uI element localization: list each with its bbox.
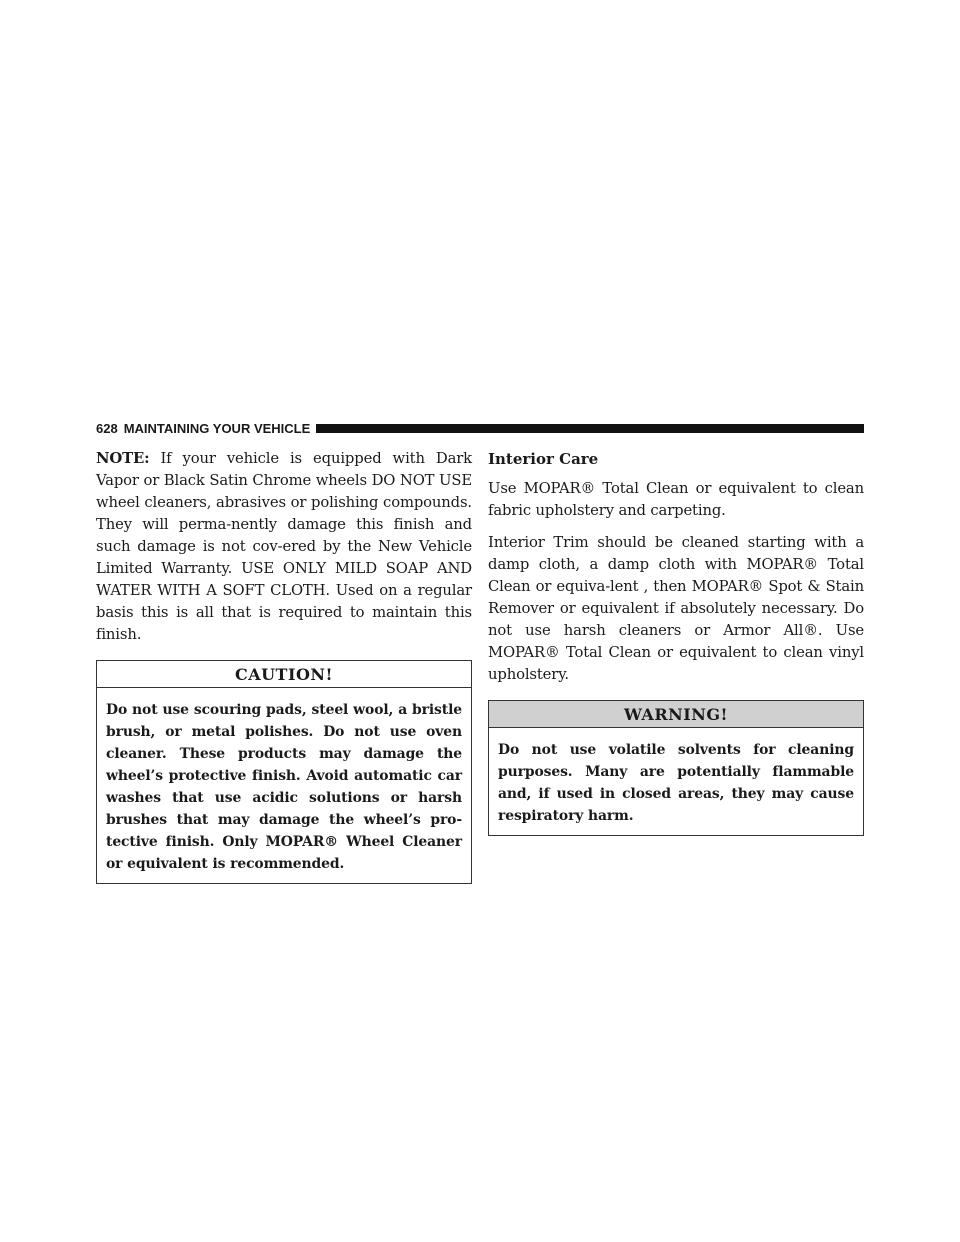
- note-paragraph: [96, 448, 472, 646]
- left-column: [96, 448, 472, 884]
- warning-text: Do not use volatile solvents for cleaning purposes. Many are potentially flammable and, if used in closed areas, they may cause respiratory harm.: [498, 742, 854, 824]
- page-header: [96, 418, 864, 438]
- right-column: [488, 448, 864, 836]
- caution-title: CAUTION!: [97, 661, 471, 688]
- interior-care-heading: Interior Care: [488, 450, 599, 468]
- note-text: If your vehicle is equipped with Dark Vapor or Black Satin Chrome wheels DO NOT USE wheel cleaners, abrasives or polishing compounds. They will perma-nently damage this finish and such damage is not cov-ered by the New Vehicle Limited Warranty. USE ONLY MILD SOAP AND WATER WITH A SOFT CLOTH. Used on a regular basis this is all that is required to maintain this finish.: [96, 450, 472, 643]
- header-rule: [316, 424, 864, 433]
- caution-text: Do not use scouring pads, steel wool, a bristle brush, or metal polishes. Do not use oven cleaner. These products may damage the wheel’s protective finish. Avoid automatic car washes that use acidic solutions or harsh brushes that may damage the wheel’s pro-tective finish. Only MOPAR® Wheel Cleaner or equivalent is recommended.: [106, 702, 462, 872]
- section-title: MAINTAINING YOUR VEHICLE: [123, 420, 311, 436]
- warning-box: [488, 700, 864, 836]
- caution-box: [96, 660, 472, 884]
- note-label: NOTE:: [96, 450, 150, 467]
- interior-care-paragraph-1: Use MOPAR® Total Clean or equivalent to clean fabric upholstery and carpeting.: [488, 480, 864, 519]
- warning-title: WARNING!: [489, 701, 863, 728]
- page-number: 628: [96, 420, 118, 436]
- interior-care-paragraph-2: Interior Trim should be cleaned starting with a damp cloth, a damp cloth with MOPAR® Total Clean or equiva-lent , then MOPAR® Spot & Stain Remover or equivalent if absolutely necessary. Do not use harsh cleaners or Armor All®. Use MOPAR® Total Clean or equivalent to clean vinyl upholstery.: [488, 534, 864, 683]
